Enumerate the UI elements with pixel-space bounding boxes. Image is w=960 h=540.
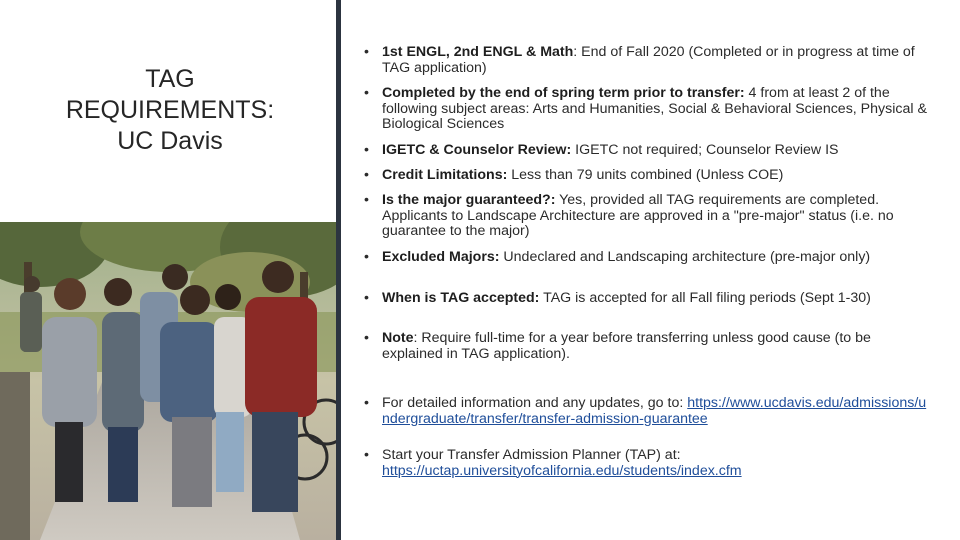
title-line-1: TAG [145, 65, 195, 93]
title-line-3: UC Davis [117, 127, 223, 155]
vertical-divider [336, 0, 341, 540]
list-item [364, 250, 934, 266]
students-photo [0, 222, 336, 540]
item-text: TAG is accepted for all Fall filing periods (Sept 1-30) [539, 290, 871, 306]
item-text: For detailed information and any updates, go to: [382, 395, 688, 411]
item-label: Is the major guaranteed?: [382, 192, 556, 208]
bullet-icon: • [364, 44, 369, 60]
list-item [364, 143, 934, 159]
bullet-icon: • [364, 85, 369, 101]
item-text: Less than 79 units combined (Unless COE) [507, 167, 784, 183]
bullet-icon: • [364, 192, 369, 208]
slide-title [20, 64, 320, 157]
list-item [364, 168, 934, 184]
item-label: Credit Limitations: [382, 167, 508, 183]
uctap-link[interactable]: https://uctap.universityofcalifornia.edu/students/index.cfm [382, 462, 742, 479]
bullet-icon: • [364, 395, 369, 411]
item-text: : Require full-time for a year before transferring unless good cause (to be explained in TAG application). [382, 330, 871, 362]
bullet-icon: • [364, 249, 369, 265]
bullet-icon: • [364, 290, 369, 306]
item-text: Start your Transfer Admission Planner (TAP) at: [382, 447, 681, 463]
item-label: Excluded Majors: [382, 249, 500, 265]
bullet-icon: • [364, 447, 369, 463]
item-label: 1st ENGL, 2nd ENGL & Math [382, 44, 574, 60]
bullet-icon: • [364, 167, 369, 183]
left-panel [0, 0, 336, 540]
item-label: IGETC & Counselor Review: [382, 142, 572, 158]
list-item [364, 193, 904, 240]
bullet-icon: • [364, 142, 369, 158]
ucdavis-tag-link[interactable]: https://www.ucdavis.edu/admissions/undergraduate/transfer/transfer-admission-guarantee [382, 395, 927, 427]
item-label: When is TAG accepted: [382, 290, 540, 306]
list-item [364, 86, 934, 133]
title-line-2: REQUIREMENTS: [65, 96, 275, 124]
list-item [364, 291, 934, 307]
item-text: 4 from at least 2 of the following subject areas: Arts and Humanities, Social & Behavioral Sciences, Physical & Biological Sciences [382, 85, 927, 133]
item-text: Undeclared and Landscaping architecture (pre-major only) [499, 249, 871, 265]
item-label: Note [382, 330, 414, 346]
item-text: Yes, provided all TAG requirements are completed. Applicants to Landscape Architecture are approved in a "pre-major" status (i.e. no guarantee to the major) [382, 192, 894, 240]
list-item [364, 448, 934, 479]
list-item [364, 45, 934, 76]
list-item [364, 396, 934, 427]
bullet-icon: • [364, 330, 369, 346]
item-text: : End of Fall 2020 (Completed or in progress at time of TAG application) [382, 44, 915, 76]
list-item [364, 331, 934, 362]
item-text: IGETC not required; Counselor Review IS [571, 142, 839, 158]
item-label: Completed by the end of spring term prior to transfer: [382, 85, 745, 101]
